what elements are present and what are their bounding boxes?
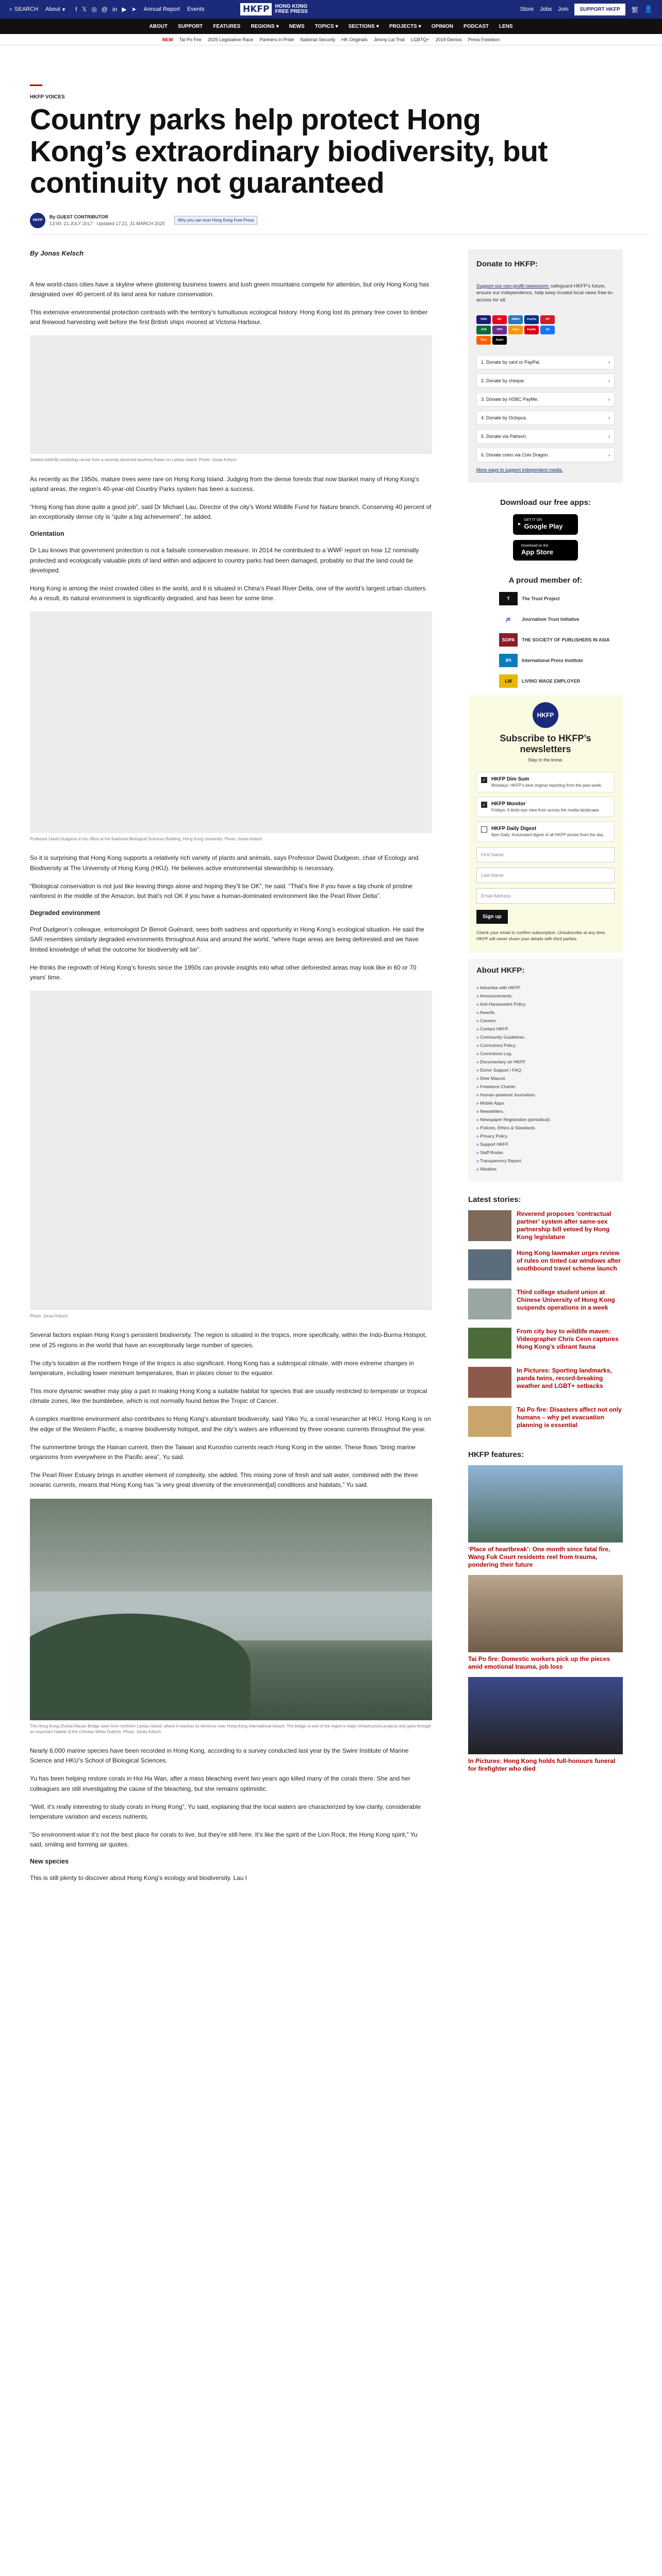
paragraph: This is still plenty to discover about Hong Kong’s ecology and biodiversity. Lau l [30,1874,247,1882]
story-thumbnail [468,1249,511,1280]
photo-caption: Professor David Dudgeon in his office at the Kadoorie Biological Sciences Building, Hong Kong University. Photo: Jonas Kelsch. [30,837,263,842]
features-heading: HKFP features: [468,1450,524,1460]
jcb-icon: JCB [476,326,491,334]
article-dates: 13:00, 21 JULY 2017 · Updated 17:21, 31 MARCH 2025 [49,221,165,226]
nav-support[interactable]: SUPPORT [177,23,203,29]
fps-icon: FPS [492,326,507,334]
paragraph: A few world-class cities have a skyline where glistening business towers and lush green mountains compete for attention, but only Hong Kong has designated over 40 percent of its land area for nature conservation. [30,280,429,298]
chevron-down-icon: ▾ [276,23,279,29]
trending-link[interactable]: Partners in Pride [259,37,294,42]
donate-option[interactable]: 5. Donate via Patreon. › [476,429,615,444]
latest-story[interactable]: Tai Po fire: Disasters affect not only humans – why pet evacuation planning is essential [468,1406,623,1437]
about-link[interactable]: » Corrections Log. [476,1051,615,1056]
nav-news[interactable]: NEWS [289,23,305,29]
trending-link[interactable]: National Security [300,37,336,42]
article-photo [30,335,432,454]
latest-story[interactable]: From city boy to wildlife maven: Videographer Chris Ceon captures Hong Kong’s vibrant fauna [468,1328,623,1359]
annual-report-link[interactable]: Annual Report [143,6,180,12]
about-link[interactable]: » Awards. [476,1010,615,1015]
about-link[interactable]: » Advertise with HKFP. [476,985,615,990]
chevron-right-icon: › [608,433,610,439]
paragraph: Nearly 6,000 marine species have been recorded in Hong Kong, according to a survey conducted last year by the Swire Institute of Marine Science and HKU’s School of Biological Sciences. [30,1747,409,1765]
jobs-link[interactable]: Jobs [540,6,552,12]
chevron-right-icon: › [608,378,610,383]
story-thumbnail [468,1210,511,1241]
about-link[interactable]: » Human-powered Journalism. [476,1092,615,1097]
visa-icon: VISA [476,315,491,324]
member-ipi[interactable]: IPI International Press Institute [499,654,623,667]
trending-link[interactable]: Tai Po Fire [179,37,202,42]
nav-features[interactable]: FEATURES [213,23,241,29]
newsletter-title: Subscribe to HKFP’s newsletters [500,733,591,754]
paragraph: “Biological conservation is not just like leaving things alone and hoping they’ll be OK”, he said. “That’s fine if you have a big chunk of pristine rainforest in the middle of the Amazon, but that’s not OK if you have a human-dominated environment like the Pearl River Delta”. [30,882,413,900]
trending-link[interactable]: HK Originals [341,37,368,42]
member-trust-project[interactable]: T The Trust Project [499,592,623,605]
new-label: NEW [162,37,173,42]
paragraph: Hong Kong is among the most crowded cities in the world, and it is situated in China’s Pearl River Delta, one of the world’s largest urban clusters. As a result, its natural environment is significantly degraded, and has been for some time. [30,584,427,602]
nav-lens[interactable]: LENS [499,23,513,29]
trending-link[interactable]: 2025 Legislative Race [207,37,254,42]
paragraph: He thinks the regrowth of Hong Kong’s forests since the 1950s can provide insights into what other deforested areas may look like in 60 or 70 years’ time. [30,963,417,981]
about-link[interactable]: » Newspaper Registration (periodical). [476,1117,615,1122]
paragraph: “Well, it’s really interesting to study corals in Hong Kong”, Yu said, explaining that the local waters are characterized by low clarity, considerable temperature variation and excess nutrients. [30,1803,421,1820]
nav-projects[interactable]: PROJECTS ▾ [389,23,421,29]
apps-heading: Download our free apps: [500,498,591,507]
about-menu[interactable]: About ▾ [45,6,65,13]
feature-story[interactable]: Tai Po fire: Domestic workers pick up the pieces amid emotional trauma, job loss [468,1575,623,1671]
story-thumbnail [468,1406,511,1437]
hkfp-logo: HKFP [533,702,558,728]
chevron-down-icon: ▾ [376,23,379,29]
checkbox[interactable]: ✓ [481,777,487,783]
donate-box: Donate to HKFP: Support our non-profit newsroom: safeguard HKFP’s future, ensure our independence, help keep trusted local news free-to-access for all. VISA MC AMEX PayPal UP JCB FPS Octo PayMe Ali Disc Apple 1. Donate by card or PayPal. › 2. Donate by cheque. › 3. Donate by HSBC PayMe. › 4. Donate by Octopus. › 5. Donate via Patreon. › 6. Donate coins via Coin Dragon. › More ways to support independent media. [468,249,623,483]
store-link[interactable]: Store [520,6,534,12]
jti-icon: jti [499,613,518,626]
chevron-right-icon: › [608,359,610,365]
user-icon[interactable]: 👤 [644,5,653,13]
nav-topics[interactable]: TOPICS ▾ [315,23,338,29]
about-link[interactable]: » Donor Support / FAQ. [476,1067,615,1073]
latest-story[interactable]: Reverend proposes ‘contractual partner’ system after same-sex partnership bill vetoed by Hong Kong legislature [468,1210,623,1241]
google-play-icon: ▶ [518,522,521,526]
byline-row [30,213,651,235]
article-photo [30,612,432,833]
social-links [75,6,136,13]
events-link[interactable]: Events [187,6,205,12]
members-heading: A proud member of: [508,575,583,585]
member-living-wage[interactable]: LW LIVING WAGE EMPLOYER [499,674,623,688]
main-nav [0,19,662,34]
threads-icon[interactable]: @ [101,6,108,13]
octopus-icon: Octo [508,326,523,334]
feature-story[interactable]: In Pictures: Hong Kong holds full-honours funeral for firefighter who died [468,1677,623,1773]
story-thumbnail [468,1328,511,1359]
join-link[interactable]: Join [558,6,569,12]
paragraph: “Hong Kong has done quite a good job”, said Dr Michael Lau, Director of the city’s World Wildlife Fund for Nature branch. Conserving 40 percent of an exceptionally dense city is “quite a big achievement”, he added. [30,503,432,521]
trending-link[interactable]: Press Freedom [468,37,500,42]
about-link[interactable]: » Anti-Harassment Policy. [476,1002,615,1007]
x-icon[interactable]: 𝕏 [81,6,87,13]
google-play-badge[interactable]: ▶ GET IT ON Google Play [513,514,578,535]
about-link[interactable]: » Careers. [476,1018,615,1023]
living-wage-icon: LW [499,674,518,688]
facebook-icon[interactable]: f [75,6,77,13]
discover-icon: Disc [476,336,491,345]
support-hkfp-button[interactable]: SUPPORT HKFP [574,4,625,15]
feature-story[interactable]: ‘Place of heartbreak’: One month since fatal fire, Wang Fuk Court residents reel from trauma, pondering their future [468,1465,623,1569]
about-link[interactable]: » Privacy Policy. [476,1133,615,1139]
feature-image [468,1465,623,1543]
youtube-icon[interactable]: ▶ [122,6,127,13]
last-name-input[interactable]: Last Name [476,868,615,883]
article-photo [30,991,432,1310]
paragraph: This extensive environmental protection contrasts with the territory’s tumultuous ecological history. Hong Kong lost its primary tree cover to timber and firewood harvesting well before the first British ships moored at Victoria Harbour. [30,309,428,326]
payment-methods [476,315,569,345]
donate-title: Donate to HKFP: [476,259,538,268]
more-ways-link[interactable]: More ways to support independent media. [476,467,563,472]
article-body [30,249,432,1892]
top-bar [0,0,662,19]
category-kicker[interactable]: HKFP VOICES [30,94,65,100]
instagram-icon[interactable]: ◎ [91,6,97,13]
section-heading: Degraded environment [30,909,101,917]
telegram-icon[interactable]: ➤ [131,6,137,13]
paragraph: So it is surprising that Hong Kong supports a relatively rich variety of plants and animals, says Professor David Dudgeon, chair of Ecology and Biodiversity at The University of Hong Kong (HKU). He believes active environmental stewardship is necessary. [30,854,419,872]
donate-option[interactable]: 6. Donate coins via Coin Dragon. › [476,448,615,462]
chevron-right-icon: › [608,396,610,402]
about-link[interactable]: » Weather. [476,1166,615,1172]
paragraph: A complex maritime environment also contributes to Hong Kong’s abundant biodiversity, said Yiiko Yu, a coral researcher at HKU. Hong Kong is on the edge of the Western Pacific, a marine biodiversity hotspot, and the city’s waters are influenced by three oceanic currents throughout the year. [30,1415,431,1433]
about-link[interactable]: » Mobile Apps. [476,1100,615,1106]
feature-image [468,1677,623,1754]
paragraph: As recently as the 1950s, mature trees were rare on Hong Kong Island. Judging from the dense forests that now blanket many of Hong Kong’s upland areas, the region’s 40-year-old Country Parks system has been a success. [30,475,419,493]
search-icon: ⌕ [9,6,13,12]
photo-caption: Photo: Jonas Kelsch. [30,1314,69,1319]
trending-link[interactable]: 2019 Demos [435,37,462,42]
donate-option[interactable]: 1. Donate by card or PayPal. › [476,355,615,369]
first-name-input[interactable]: First Name [476,847,615,862]
newsletter-option[interactable]: ✓ HKFP Dim Sum Mondays: HKFP’s best original reporting from the past week. [476,772,615,792]
nav-sections[interactable]: SECTIONS ▾ [348,23,379,29]
latest-story[interactable]: In Pictures: Sporting landmarks, panda twins, record-breaking weather and LGBT+ setbacks [468,1367,623,1398]
checkbox[interactable] [481,826,487,833]
about-link[interactable]: » Support HKFP. [476,1142,615,1147]
sopa-icon: SOPA [499,633,518,647]
language-toggle[interactable]: 繁 [631,6,638,14]
member-sopa[interactable]: SOPA THE SOCIETY OF PUBLISHERS IN ASIA [499,633,623,647]
alipay-icon: Ali [540,326,555,334]
checkbox[interactable]: ✓ [481,802,487,808]
story-thumbnail [468,1289,511,1319]
accent-line [30,84,42,86]
about-list [476,985,615,1172]
trending-link[interactable]: Jimmy Lai Trial [373,37,405,42]
trending-bar [0,34,662,45]
mastercard-icon: MC [492,315,507,324]
article-header [30,45,651,235]
section-heading: New species [30,1858,69,1866]
latest-story[interactable]: Hong Kong lawmaker urges review of rules on tinted car windows after southbound travel scheme launch [468,1249,623,1280]
newsletter-option[interactable]: HKFP Daily Digest 9pm Daily: Automated digest of all HKFP stories from the day. [476,821,615,842]
donate-option[interactable]: 2. Donate by cheque. › [476,374,615,388]
donate-option[interactable]: 3. Donate by HSBC PayMe. › [476,392,615,406]
paragraph: Several factors explain Hong Kong’s persistent biodiversity. The region is situated in the tropics, more specifically, within the Indo-Burma Hotspot, one of 25 regions in the world that have an exceptionally large number of species. [30,1331,427,1349]
email-input[interactable]: Email Address [476,888,615,904]
latest-heading: Latest stories: [468,1195,521,1205]
chevron-down-icon: ▾ [418,23,421,29]
photo-caption: Jointed butterfly extracting nectar from a recently bloomed bauhinia flower on Lantau Island. Photo: Jonas Kelsch. [30,457,238,463]
trust-link[interactable]: Why you can trust Hong Kong Free Press [174,216,258,225]
payme-icon: PayMe [524,326,539,334]
about-box [468,959,623,1182]
about-link[interactable]: » Documentary on HKFP. [476,1059,615,1064]
chevron-down-icon: ▾ [335,23,338,29]
latest-story[interactable]: Third college student union at Chinese University of Hong Kong suspends operations in a week [468,1289,623,1319]
amex-icon: AMEX [508,315,523,324]
nav-about[interactable]: ABOUT [149,23,168,29]
chevron-down-icon: ▾ [62,6,65,13]
paragraph: “So environment-wise it’s not the best place for corals to live, but they’re still here. It’s like the spirit of the Lion Rock, the Hong Kong spirit,” Yu said, smiling and forming air quotes. [30,1831,418,1849]
about-link[interactable]: » Contact HKFP. [476,1026,615,1031]
donate-link[interactable]: Support our non-profit newsroom: [476,283,550,289]
paragraph: This more dynamic weather may play a part in making Hong Kong a suitable habitat for species that are usually restricted to temperate or tropical climate zones, like the bumblebee, which is not normally found below the Tropic of Cancer. [30,1387,427,1405]
search-button[interactable]: ⌕ SEARCH [9,6,39,12]
chevron-right-icon: › [608,452,610,457]
paragraph: The city’s location at the northern fringe of the tropics is also significant. Hong Kong has a subtropical climate, with more extreme changes in temperature, including lower minimum temperatures, than in places closer to the equator. [30,1359,414,1377]
nav-podcast[interactable]: PODCAST [464,23,489,29]
donate-option[interactable]: 4. Donate by Octopus. › [476,411,615,425]
about-link[interactable]: » Freelance Charter. [476,1084,615,1089]
applepay-icon: Apple [492,336,507,345]
linkedin-icon[interactable]: in [112,6,118,13]
article-photo [30,1499,432,1720]
paragraph: The Pearl River Estuary brings in another element of complexity, she added. This mixing zone of fresh and salt water, combined with the three oceanic currents, means that Hong Kong has “a very great diversity of the environment[al] conditions and habitats,” Yu said. [30,1471,418,1489]
unionpay-icon: UP [540,315,555,324]
photo-caption: The Hong Kong-Zhuhai-Macao Bridge seen from northern Lantau Island, where it reaches its terminus near Hong Kong International Airport. The bridge is one of the region’s major infrastructure projects and goes through an important habitat of the Chinese White Dolphin. Photo: Jonas Kelsch. [30,1723,431,1734]
nav-opinion[interactable]: OPINION [431,23,454,29]
feature-image [468,1575,623,1652]
paragraph: Prof Dudgeon’s colleague, entomologist Dr Benoit Guénard, sees both sadness and opportunity in Hong Kong’s ecological situation. He said the SAR resembles similarly degraded environments throughout Asia and around the world, “where huge areas are being deforested and we have limited knowledge of what the outcome for biodiversity will be”. [30,926,424,953]
trending-link[interactable]: LGBTQ+ [410,37,429,42]
section-heading: Orientation [30,530,64,538]
paragraph: The summertime brings the Hainan current, then the Taiwan and Kuroshio currents reach Hong Kong in the winter. These flows “bring marine organisms from everywhere in the Pacific area”, Yu said. [30,1443,416,1461]
site-logo[interactable]: HKFP HONG KONG FREE PRESS [240,3,308,15]
avatar: HKFP [30,213,45,228]
newsletter-option[interactable]: ✓ HKFP Monitor Fridays: A birds-eye view from across the media landscape. [476,796,615,817]
about-link[interactable]: » Staff Roster. [476,1150,615,1155]
newsletter-fine-print: Check your email to confirm subscription. Unsubscribe at any time. HKFP will never share your details with third parties. [476,930,606,942]
ipi-icon: IPI [499,654,518,667]
about-title: About HKFP: [476,966,525,975]
story-thumbnail [468,1367,511,1398]
about-link[interactable]: » Announcements. [476,993,615,998]
nav-regions[interactable]: REGIONS ▾ [251,23,279,29]
paragraph: Dr Lau knows that government protection is not a failsafe conservation measure. In 2014 he contributed to a WWF report on how 12 nominally protected and ecologically valuable plots of land within and adjacent to country parks had been damaged, probably so that the land could be developed. [30,547,419,574]
sign-up-button[interactable]: Sign up [476,910,508,924]
page-title: Country parks help protect Hong Kong’s extraordinary biodiversity, but continuity not guaranteed [30,103,548,200]
author-line: By Jonas Kelsch [30,249,84,257]
about-link[interactable]: » Deer Mascot. [476,1076,615,1081]
app-store-badge[interactable]: Download on the App Store [513,540,578,561]
newsletter-box: HKFP Subscribe to HKFP’s newsletters Stay in the know. ✓ HKFP Dim Sum Mondays: HKFP’s best original reporting from the past week. ✓ HKFP Monitor Fridays: A birds-eye view from across the media landscape. HKFP Daily Digest 9pm Daily: Automated digest of all HKFP stories from the day. First Name Last Name Email Address Sign up Check your email to confirm subscription. Unsubscribe at any time. HKFP will never share your details with third parties. [468,695,623,953]
trust-project-icon: T [499,592,518,605]
byline[interactable]: By GUEST CONTRIBUTOR [49,214,108,220]
about-link[interactable]: » Community Guidelines. [476,1035,615,1040]
chevron-right-icon: › [608,415,610,420]
about-link[interactable]: » Corrections Policy. [476,1043,615,1048]
about-link[interactable]: » Newsletters. [476,1109,615,1114]
paragraph: Yu has been helping restore corals in Hoi Ha Wan, after a mass bleaching event two years ago killed many of the corals there. She and her colleagues are still investigating the cause of the bleaching, but she remains optimistic. [30,1775,410,1792]
member-jti[interactable]: jti Journalism Trust Initiative [499,613,623,626]
about-link[interactable]: » Policies, Ethics & Standards. [476,1125,615,1130]
paypal-icon: PayPal [524,315,539,324]
sidebar [468,249,623,1892]
about-link[interactable]: » Transparency Report. [476,1158,615,1163]
